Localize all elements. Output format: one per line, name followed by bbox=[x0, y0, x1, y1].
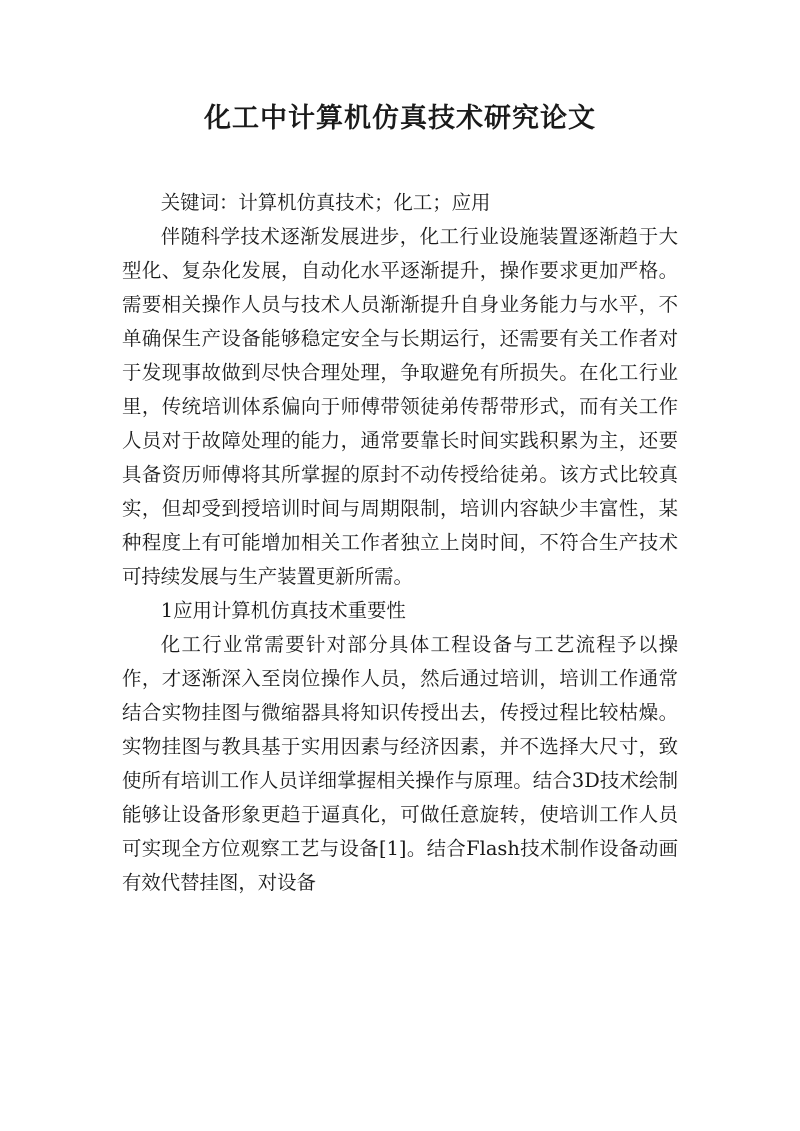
intro-paragraph: 伴随科学技术逐渐发展进步，化工行业设施装置逐渐趋于大型化、复杂化发展，自动化水平逐渐提升，操作要求更加严格。需要相关操作人员与技术人员渐渐提升自身业务能力与水平，不单确保生产设备能够稳定安全与长期运行，还需要有关工作者对于发现事故做到尽快合理处理，争取避免有所损失。在化工行业里，传统培训体系偏向于师傅带领徒弟传帮带形式，而有关工作人员对于故障处理的能力，通常要靠长时间实践积累为主，还要具备资历师傅将其所掌握的原封不动传授给徒弟。该方式比较真实，但却受到授培训时间与周期限制，培训内容缺少丰富性，某种程度上有可能增加相关工作者独立上岗时间，不符合生产技术可持续发展与生产装置更新所需。 bbox=[122, 225, 678, 588]
keywords-line: 关键词：计算机仿真技术；化工；应用 bbox=[160, 191, 491, 214]
document-title: 化工中计算机仿真技术研究论文 bbox=[204, 103, 596, 134]
section-heading: 1应用计算机仿真技术重要性 bbox=[160, 599, 406, 622]
document-body bbox=[122, 186, 678, 900]
section-paragraph: 化工行业常需要针对部分具体工程设备与工艺流程予以操作，才逐渐深入至岗位操作人员，然后通过培训，培训工作通常结合实物挂图与微缩器具将知识传授出去，传授过程比较枯燥。实物挂图与教具基于实用因素与经济因素，并不选择大尺寸，致使所有培训工作人员详细掌握相关操作与原理。结合3D技术绘制能够让设备形象更趋于逼真化，可做任意旋转，使培训工作人员可实现全方位观察工艺与设备[1]。结合Flash技术制作设备动画有效代替挂图，对设备 bbox=[122, 633, 678, 894]
